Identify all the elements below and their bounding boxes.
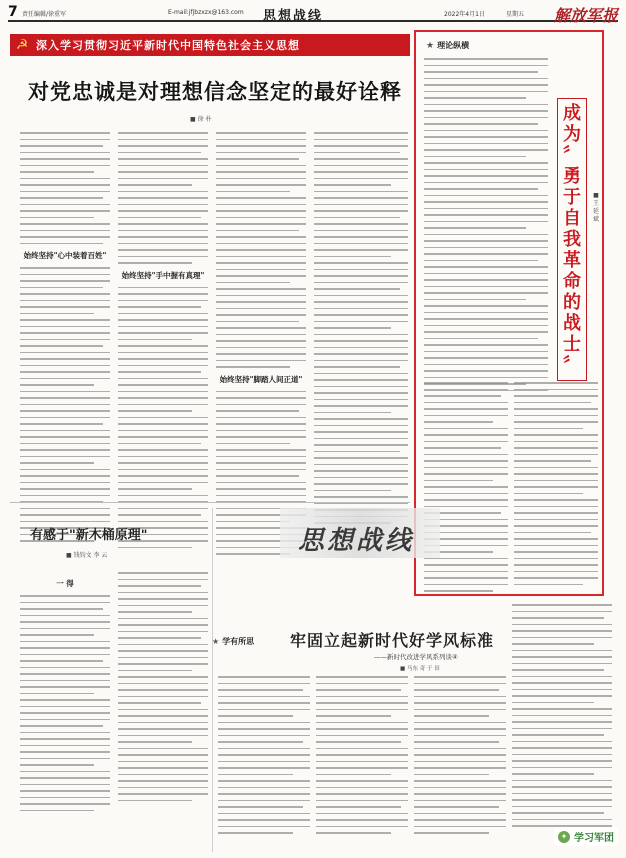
- side-section-label: ★ 理论纵横: [426, 41, 470, 51]
- text-block: [118, 572, 208, 801]
- side-title-glyph: 革: [563, 250, 581, 271]
- bottom-right-column-1: [218, 676, 310, 839]
- bottom-section-label: ★ 学有所思: [212, 637, 255, 646]
- page-header: [8, 4, 618, 25]
- column-divider: [212, 508, 213, 852]
- side-title-glyph: 命: [563, 271, 581, 292]
- main-headline: 对党忠诚是对理想信念坚定的最好诠释: [28, 79, 402, 104]
- banner-text: 深入学习贯彻习近平新时代中国特色社会主义思想: [36, 39, 300, 52]
- subhead-1: 始终坚持"心中装着百姓": [23, 251, 107, 260]
- calligraphy-heading: 思想战线: [298, 526, 415, 556]
- watermark: [554, 827, 618, 846]
- side-column-1: [424, 58, 548, 396]
- main-column-3: [216, 132, 306, 560]
- side-title-glyph: 〞: [563, 355, 581, 376]
- side-title-glyph: 战: [563, 313, 581, 334]
- side-title-glyph: 士: [563, 334, 581, 355]
- bottom-left-column-1: [20, 572, 110, 816]
- star-icon: ★: [426, 41, 435, 51]
- email: E-mail:jfjbzxzx@163.com: [168, 9, 244, 16]
- bottom-left-column-2: [118, 572, 208, 806]
- text-block: [514, 382, 598, 585]
- text-block: [424, 382, 508, 592]
- text-block: [314, 132, 408, 524]
- side-title-glyph: 为: [563, 124, 581, 145]
- bottom-right-column-3: [414, 676, 506, 839]
- text-block: [218, 676, 310, 834]
- bottom-left-subhead: 一 得: [56, 579, 74, 588]
- side-title-glyph: 成: [563, 103, 581, 124]
- newspaper-logo: 解放军报: [553, 6, 618, 25]
- main-column-2: [118, 132, 208, 553]
- main-byline: ■ 徐 朴: [190, 116, 212, 123]
- text-block: [216, 132, 306, 368]
- side-title-glyph: 勇: [563, 166, 581, 187]
- side-title-glyph: 于: [563, 187, 581, 208]
- side-title-glyph: 〞: [563, 145, 581, 166]
- star-icon: ★: [212, 637, 220, 646]
- party-emblem-icon: ☭: [15, 37, 29, 53]
- issue-weekday: 星期五: [506, 11, 525, 18]
- bottom-right-subtitle: ——新时代改进学风系列谈④: [374, 653, 458, 661]
- text-block: [316, 676, 408, 834]
- bottom-left-title: 有感于"新木桶原理": [30, 528, 148, 543]
- bottom-right-column-2: [316, 676, 408, 839]
- text-block: [512, 604, 612, 827]
- bottom-left-author: ■ 钱钧文 李 云: [66, 552, 108, 559]
- main-column-1: [20, 132, 110, 547]
- section-divider: [10, 502, 410, 503]
- subhead-2: 始终坚持"手中握有真理": [121, 270, 205, 280]
- side-title-glyph: 我: [563, 229, 581, 250]
- section-title: 思想战线: [263, 9, 324, 24]
- text-block: [20, 132, 110, 244]
- side-title-glyph: 的: [563, 292, 581, 313]
- text-block: [118, 287, 208, 549]
- bottom-right-title: 牢固立起新时代好学风标准: [290, 631, 495, 650]
- issue-date: 2022年4月1日: [444, 11, 485, 18]
- side-column-2: [424, 382, 508, 597]
- text-block: [424, 58, 548, 391]
- editor-info: 责任编辑/徐重军: [22, 11, 67, 18]
- text-block: [414, 676, 506, 834]
- watermark-text: 学习军团: [574, 833, 614, 844]
- page-number: 7: [8, 4, 18, 20]
- wechat-icon: ✦: [558, 831, 570, 843]
- main-column-4: [314, 132, 408, 529]
- side-column-3: [514, 382, 598, 590]
- bottom-right-author: ■ 马东 奇 于 田: [400, 666, 440, 672]
- side-article-author: ■ 王 延 斌: [592, 192, 599, 223]
- side-title-glyph: 自: [563, 208, 581, 229]
- text-block: [20, 595, 110, 811]
- subhead-3: 始终坚持"脚踏人间正道": [219, 374, 303, 384]
- topic-banner: [10, 34, 410, 56]
- side-article-box: [414, 30, 604, 596]
- text-block: [20, 267, 110, 542]
- bottom-right-column-4: [512, 604, 612, 832]
- text-block: [118, 132, 208, 264]
- side-article-title: [557, 98, 587, 381]
